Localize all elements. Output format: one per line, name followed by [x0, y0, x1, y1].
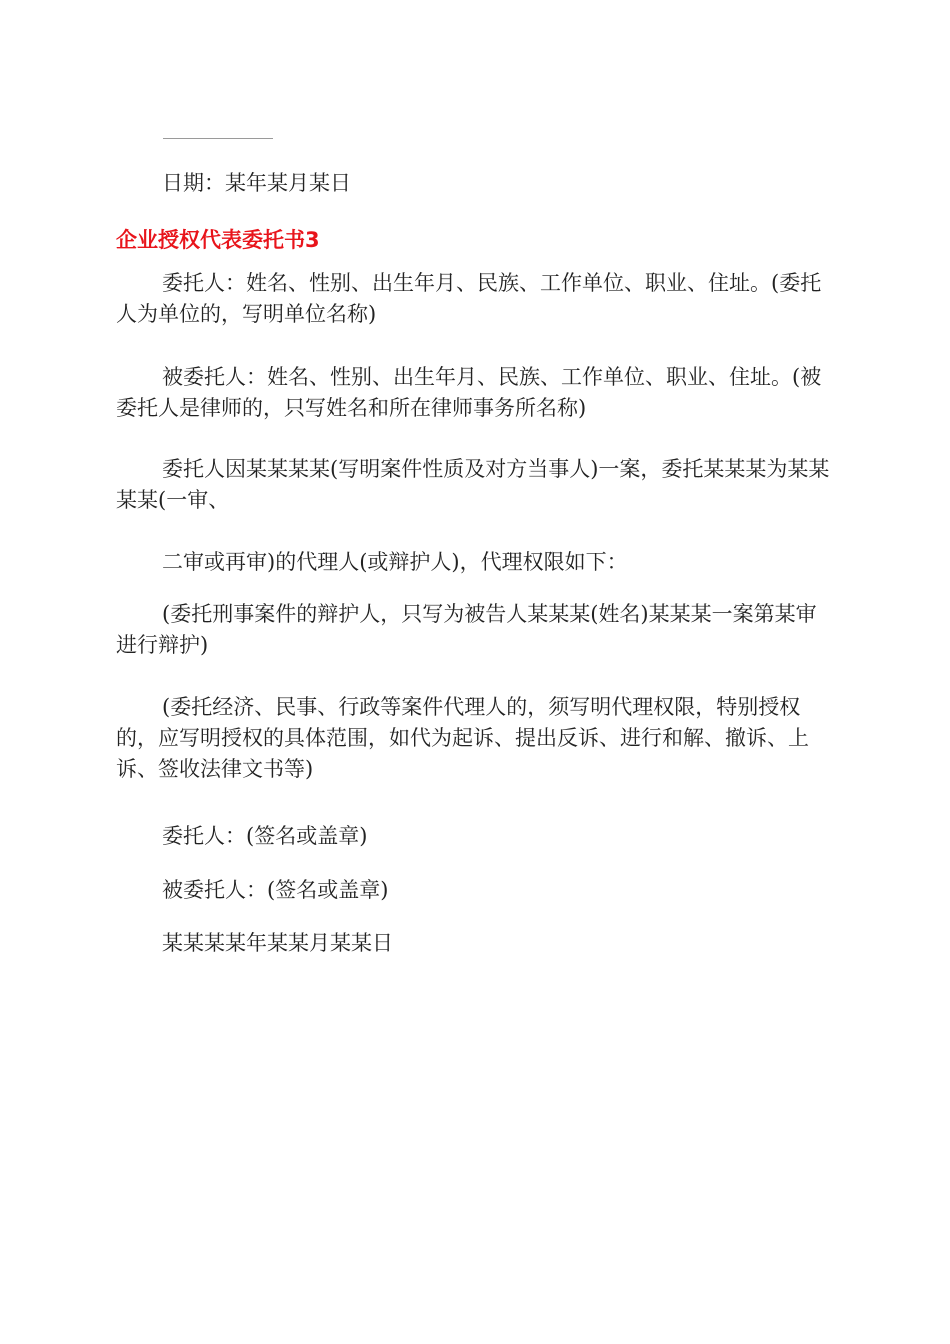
date-line: 日期：某年某月某日: [162, 171, 351, 195]
paragraph-principal: 委托人：姓名、性别、出生年月、民族、工作单位、职业、住址。(委托人为单位的，写明单位名称): [116, 271, 822, 326]
signature-date: 某某某某年某某月某某日: [162, 931, 393, 955]
paragraph-criminal: (委托刑事案件的辩护人，只写为被告人某某某(姓名)某某某一案第某审进行辩护): [116, 602, 817, 657]
paragraph-agent: 被委托人：姓名、性别、出生年月、民族、工作单位、职业、住址。(被委托人是律师的，只写姓名和所在律师事务所名称): [116, 365, 822, 420]
section-heading: 企业授权代表委托书3: [116, 228, 320, 252]
signature-line: [163, 138, 273, 139]
principal-signature: 委托人：(签名或盖章): [162, 824, 368, 848]
agent-signature: 被委托人：(签名或盖章): [162, 878, 389, 902]
paragraph-case: 委托人因某某某某(写明案件性质及对方当事人)一案，委托某某某为某某某某(一审、: [116, 457, 830, 512]
paragraph-authority: 二审或再审)的代理人(或辩护人)，代理权限如下：: [162, 550, 628, 574]
paragraph-civil: (委托经济、民事、行政等案件代理人的，须写明代理权限，特别授权的，应写明授权的具体范围，如代为起诉、提出反诉、进行和解、撤诉、上诉、签收法律文书等): [116, 695, 809, 781]
